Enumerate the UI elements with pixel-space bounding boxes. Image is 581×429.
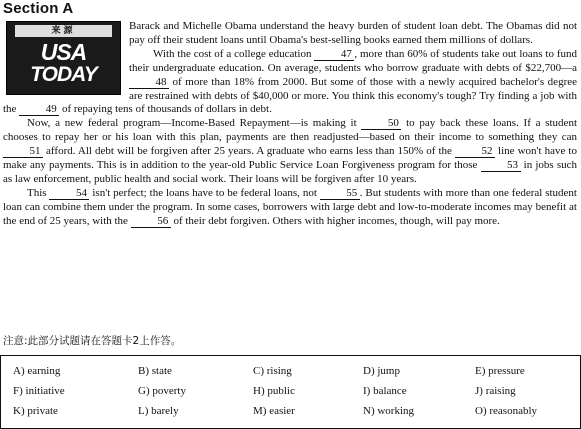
option-item: I) balance bbox=[363, 385, 407, 397]
passage-text: of repaying tens of thousands of dollars in debt. bbox=[59, 103, 272, 116]
blank-47: 47 bbox=[314, 49, 354, 61]
blank-53: 53 bbox=[481, 160, 521, 172]
passage-text: This bbox=[27, 186, 50, 199]
blank-49: 49 bbox=[19, 104, 59, 116]
logo-word-today: TODAY bbox=[30, 63, 97, 86]
option-item: D) jump bbox=[363, 365, 400, 377]
logo-spacer bbox=[3, 20, 129, 96]
section-title: Section A bbox=[3, 0, 74, 17]
passage-text: , more than 60% of students take out loans to fund their undergraduate education. On average, students who borrow graduate with debts of $22,700—a bbox=[129, 47, 577, 74]
option-item: M) easier bbox=[253, 405, 295, 417]
option-item: H) public bbox=[253, 385, 295, 397]
option-item: A) earning bbox=[13, 365, 61, 377]
blank-52: 52 bbox=[455, 146, 495, 158]
option-item: L) barely bbox=[138, 405, 179, 417]
option-item: G) poverty bbox=[138, 385, 186, 397]
option-item: B) state bbox=[138, 365, 172, 377]
option-item: F) initiative bbox=[13, 385, 65, 397]
option-item: O) reasonably bbox=[475, 405, 538, 417]
option-item: N) working bbox=[363, 405, 415, 417]
blank-48: 48 bbox=[129, 77, 169, 89]
paragraph bbox=[3, 117, 577, 187]
option-item: J) raising bbox=[475, 385, 516, 397]
paragraph bbox=[3, 187, 577, 229]
passage bbox=[3, 20, 577, 229]
passage-text: in jobs such as law enforcement, public health and social work. Their loans will be forgiven after 10 years. bbox=[3, 159, 577, 185]
logo-word-usa: USA bbox=[40, 39, 87, 65]
blank-54: 54 bbox=[49, 188, 89, 200]
passage-text: Barack and Michelle Obama understand the heavy burden of student loan debt. The Obamas did not pay off their student loans until Obama's best-selling books earned them millions of dollars. bbox=[129, 20, 577, 46]
option-item: E) pressure bbox=[475, 365, 525, 377]
option-item: K) private bbox=[13, 405, 58, 417]
passage-text: line won't have to make any payments. This is in addition to the year-old Public Service Loan Forgiveness program for those bbox=[3, 145, 577, 172]
passage-text: to pay back these loans. If a student chooses to repay her or his loan with this plan, payments are then readjusted—based on their income to something they can bbox=[3, 117, 577, 144]
option-item: C) rising bbox=[253, 365, 292, 377]
instruction-note: 注意:此部分试题请在答题卡2上作答。 bbox=[3, 335, 182, 347]
passage-text: isn't perfect; the loans have to be federal loans, not bbox=[89, 186, 320, 199]
blank-51: 51 bbox=[3, 146, 43, 158]
blank-55: 55 bbox=[320, 188, 360, 200]
passage-text: of more than 18% from 2000. But some of those with a newly acquired bachelor's degree are restrained with debts of $40,000 or more. You think this economy's tough? Try finding a job with the bbox=[3, 75, 577, 116]
logo-source-band: 来源 bbox=[15, 25, 112, 37]
passage-text: of their debt forgiven. Others with higher incomes, though, will pay more. bbox=[170, 214, 500, 227]
blank-56: 56 bbox=[131, 216, 171, 228]
passage-text: . But students with more than one federal student loan can combine them under the program. In some cases, borrowers with large debt and low-to-moderate incomes may benefit at the end of 25 years, with the bbox=[3, 186, 577, 227]
passage-text: Now, a new federal program—Income-Based Repayment—is making it bbox=[27, 117, 362, 130]
blank-50: 50 bbox=[361, 118, 401, 130]
passage-text: afford. All debt will be forgiven after 25 years. A graduate who earns less than 150% of the bbox=[43, 145, 455, 158]
passage-text: With the cost of a college education bbox=[153, 47, 315, 60]
word-bank bbox=[0, 355, 581, 429]
